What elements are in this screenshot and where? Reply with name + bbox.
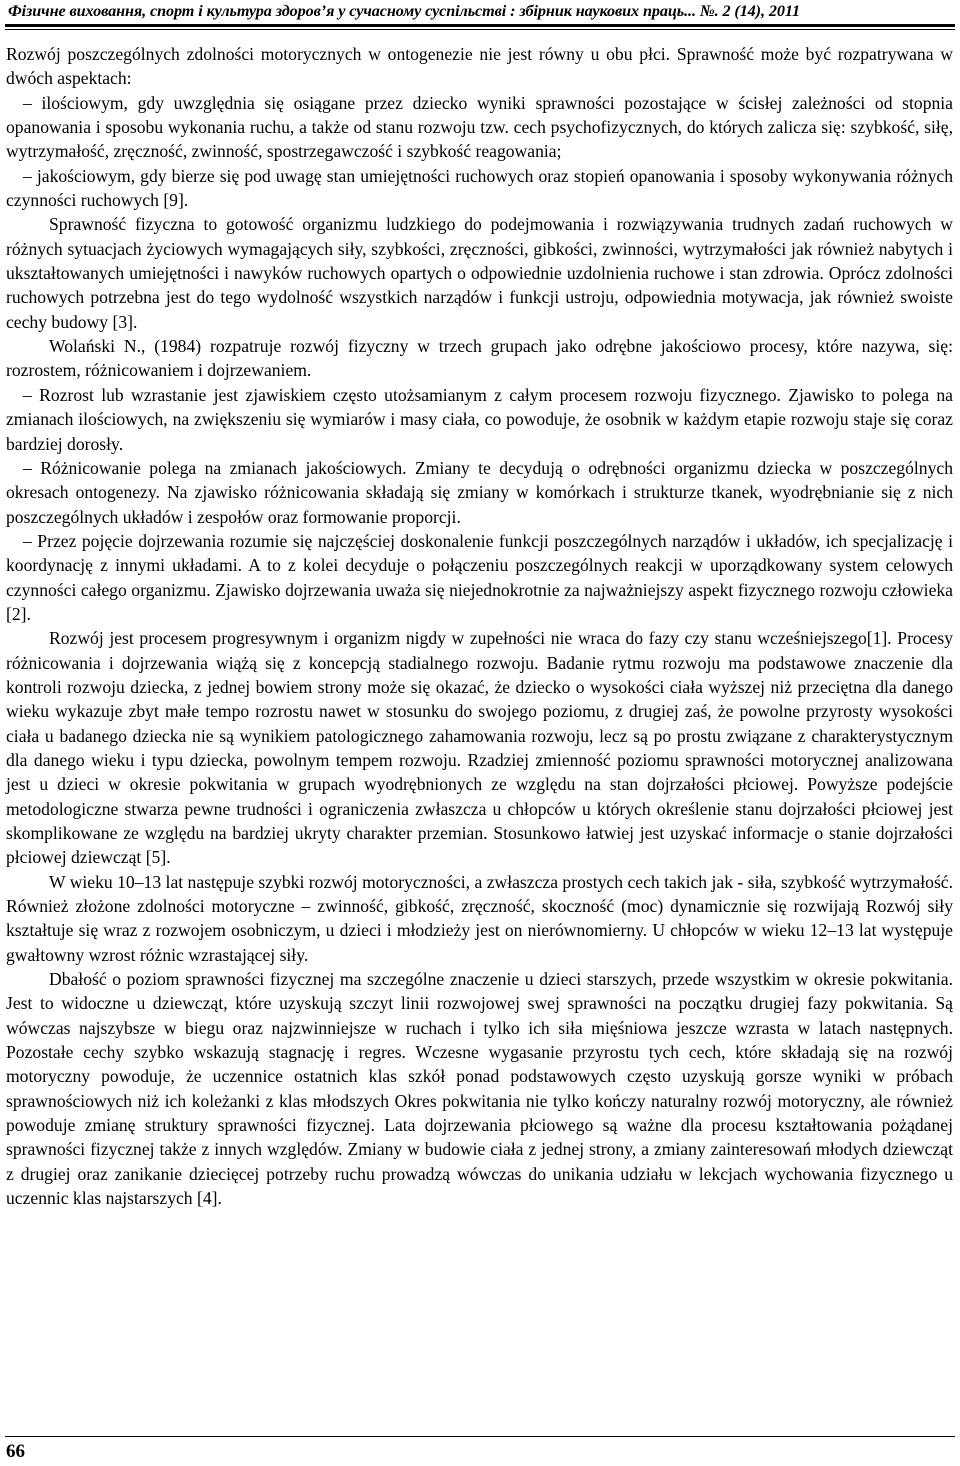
paragraph-wolanski: Wolański N., (1984) rozpatruje rozwój fizyczny w trzech grupach jako odrębne jakościowo procesy, które nazywa, się: rozrostem, różnicowaniem i dojrzewaniem. — [6, 336, 953, 381]
paragraph-physical-fitness: Sprawność fizyczna to gotowość organizmu ludzkiego do podejmowania i rozwiązywania trudnych zadań ruchowych w różnych sytuacjach życiowych wymagających siły, szybkości, zręczności, gibkości, zwinności, wytrzymałości jak również nabytych i ukształtowanych umiejętności i nawyków ruchowych opartych o odpowiednie uzdolnienia ruchowe i stan zdrowia. Oprócz zdolności ruchowych potrzebna jest do tego wydolność wszystkich narządów i funkcji ustroju, odpowiednia motywacja, jak również swoiste cechy budowy [3]. — [6, 214, 953, 332]
paragraph-intro: Rozwój poszczególnych zdolności motorycznych w ontogenezie nie jest równy u obu płci. Sprawność może być rozpatrywana w dwóch aspektach: — [6, 44, 953, 89]
running-header: Фізичне виховання, спорт і культура здоров’я у сучасному суспільстві : збірник наукових праць... №. 2 (14), 2011 — [8, 2, 800, 20]
list-item-qualitative: – jakościowym, gdy bierze się pod uwagę stan umiejętności ruchowych oraz stopień opanowania i sposoby wykonywania różnych czynności ruchowych [9]. — [6, 165, 953, 211]
paragraph-development-progressive: Rozwój jest procesem progresywnym i organizm nigdy w zupełności nie wraca do fazy czy stanu wcześniejszego[1]. Procesy różnicowania i dojrzewania wiążą się z koncepcją stadialnego rozwoju. Badanie rytmu rozwoju ma podstawowe znaczenie dla kontroli rozwoju dziecka, z jednej bowiem strony może się okazać, że dziecko o wysokości ciała wyższej niż przeciętna dla danego wieku wykazuje zbyt małe tempo rozrostu nawet w stosunku do swojego poziomu, z drugiej zaś, że powolne przyrosty wysokości ciała u badanego dziecka nie są wynikiem patologicznego zahamowania rozwoju, lecz są po prostu związane z charakterystycznym dla danego wieku i typu dziecka, powolnym tempem rozwoju. Rzadziej zmienność poziomu sprawności motorycznej analizowana jest u dzieci w okresie pokwitania w grupach wyodrębnionych ze względu na stan dojrzałości płciowej. Powyższe podejście metodologiczne stwarza pewne trudności i ograniczenia zwłaszcza u chłopców u których określenie stanu dojrzałości płciowej jest skomplikowane ze względu na bardziej ukryty charakter przemian. Stosunkowo łatwiej jest uzyskać informacje o stanie dojrzałości płciowej dziewcząt [5]. — [6, 628, 953, 868]
page-number: 66 — [6, 1441, 25, 1462]
header-rule-thin — [5, 29, 955, 30]
paragraph-puberty: Dbałość o poziom sprawności fizycznej ma szczególne znaczenie u dzieci starszych, przede wszystkim w okresie pokwitania. Jest to widoczne u dziewcząt, które uzyskują szczyt linii rozwojowej swej sprawności na początku drugiej fazy pokwitania. Są wówczas najszybsze w biegu oraz najzwinniejsze w ruchach i tylko ich siła mięśniowa jeszcze wzrasta w latach następnych. Pozostałe cechy szybko wskazują stagnację i regres. Wczesne wygasanie przyrostu tych cech, które składają się na rozwój motoryczny powoduje, że uczennice ostatnich klas szkół ponad podstawowych często uzyskują gorsze wyniki w próbach sprawnościowych niż ich koleżanki z klas młodszych Okres pokwitania nie tylko kończy naturalny rozwój motoryczny, ale również powoduje zmianę struktury sprawności fizycznej. Lata dojrzewania płciowego są ważne dla procesu kształtowania pożądanej sprawności fizycznej także z innych względów. Zmiany w budowie ciała z jednej strony, a zmiany zainteresowań młodych dziewcząt z drugiej oraz zanikanie dziecięcej potrzeby ruchu prowadzą wówczas do unikania udziału w lekcjach wychowania fizycznego u uczennic klas najstarszych [4]. — [6, 969, 953, 1209]
list-item-growth: – Rozrost lub wzrastanie jest zjawiskiem często utożsamianym z całym procesem rozwoju fizycznego. Zjawisko to polega na zmianach ilościowych, na zwiększeniu się wymiarów i masy ciała, co powoduje, że osobnik w każdym etapie rozwoju staje się coraz bardziej dorosły. — [6, 384, 953, 454]
header-rule — [5, 24, 955, 27]
list-item-quantitative: – ilościowym, gdy uwzględnia się osiągane przez dziecko wyniki sprawności pozostające w ścisłej zależności od stopnia opanowania i sposobu wykonania ruchu, a także od stanu rozwoju tzw. cech psychofizycznych, do których zalicza się: szybkość, siłę, wytrzymałość, zręczność, zwinność, spostrzegawczość i szybkość reagowania; — [6, 92, 953, 162]
paragraph-age-10-13: W wieku 10–13 lat następuje szybki rozwój motoryczności, a zwłaszcza prostych cech takich jak - siła, szybkość wytrzymałość. Również złożone zdolności motoryczne – zwinność, gibkość, zręczność, skoczność (moc) dynamicznie się rozwijają Rozwój siły kształtuje się wraz z rozwojem osobniczym, u dzieci i młodzieży jest on nierównomierny. U chłopców w wieku 12–13 lat występuje gwałtowny wzrost różnic wzrastającej siły. — [6, 871, 953, 965]
list-item-maturation: – Przez pojęcie dojrzewania rozumie się najczęściej doskonalenie funkcji poszczególnych narządów i układów, ich specjalizację i koordynację z innymi układami. A to z kolei decyduje o połączeniu poszczególnych reakcji w uporządkowany system celowych czynności całego organizmu. Zjawisko dojrzewania uważa się niejednokrotnie za najważniejszy aspekt fizycznego rozwoju człowieka [2]. — [6, 530, 953, 624]
article-body — [6, 42, 953, 1211]
list-item-differentiation: – Różnicowanie polega na zmianach jakościowych. Zmiany te decydują o odrębności organizmu dziecka w poszczególnych okresach ontogenezy. Na zjawisko różnicowania składają się zmiany w komórkach i strukturze tkanek, wyodrębnianie się z nich poszczególnych układów i zespołów oraz formowanie proporcji. — [6, 457, 953, 527]
footer-rule — [5, 1436, 955, 1437]
